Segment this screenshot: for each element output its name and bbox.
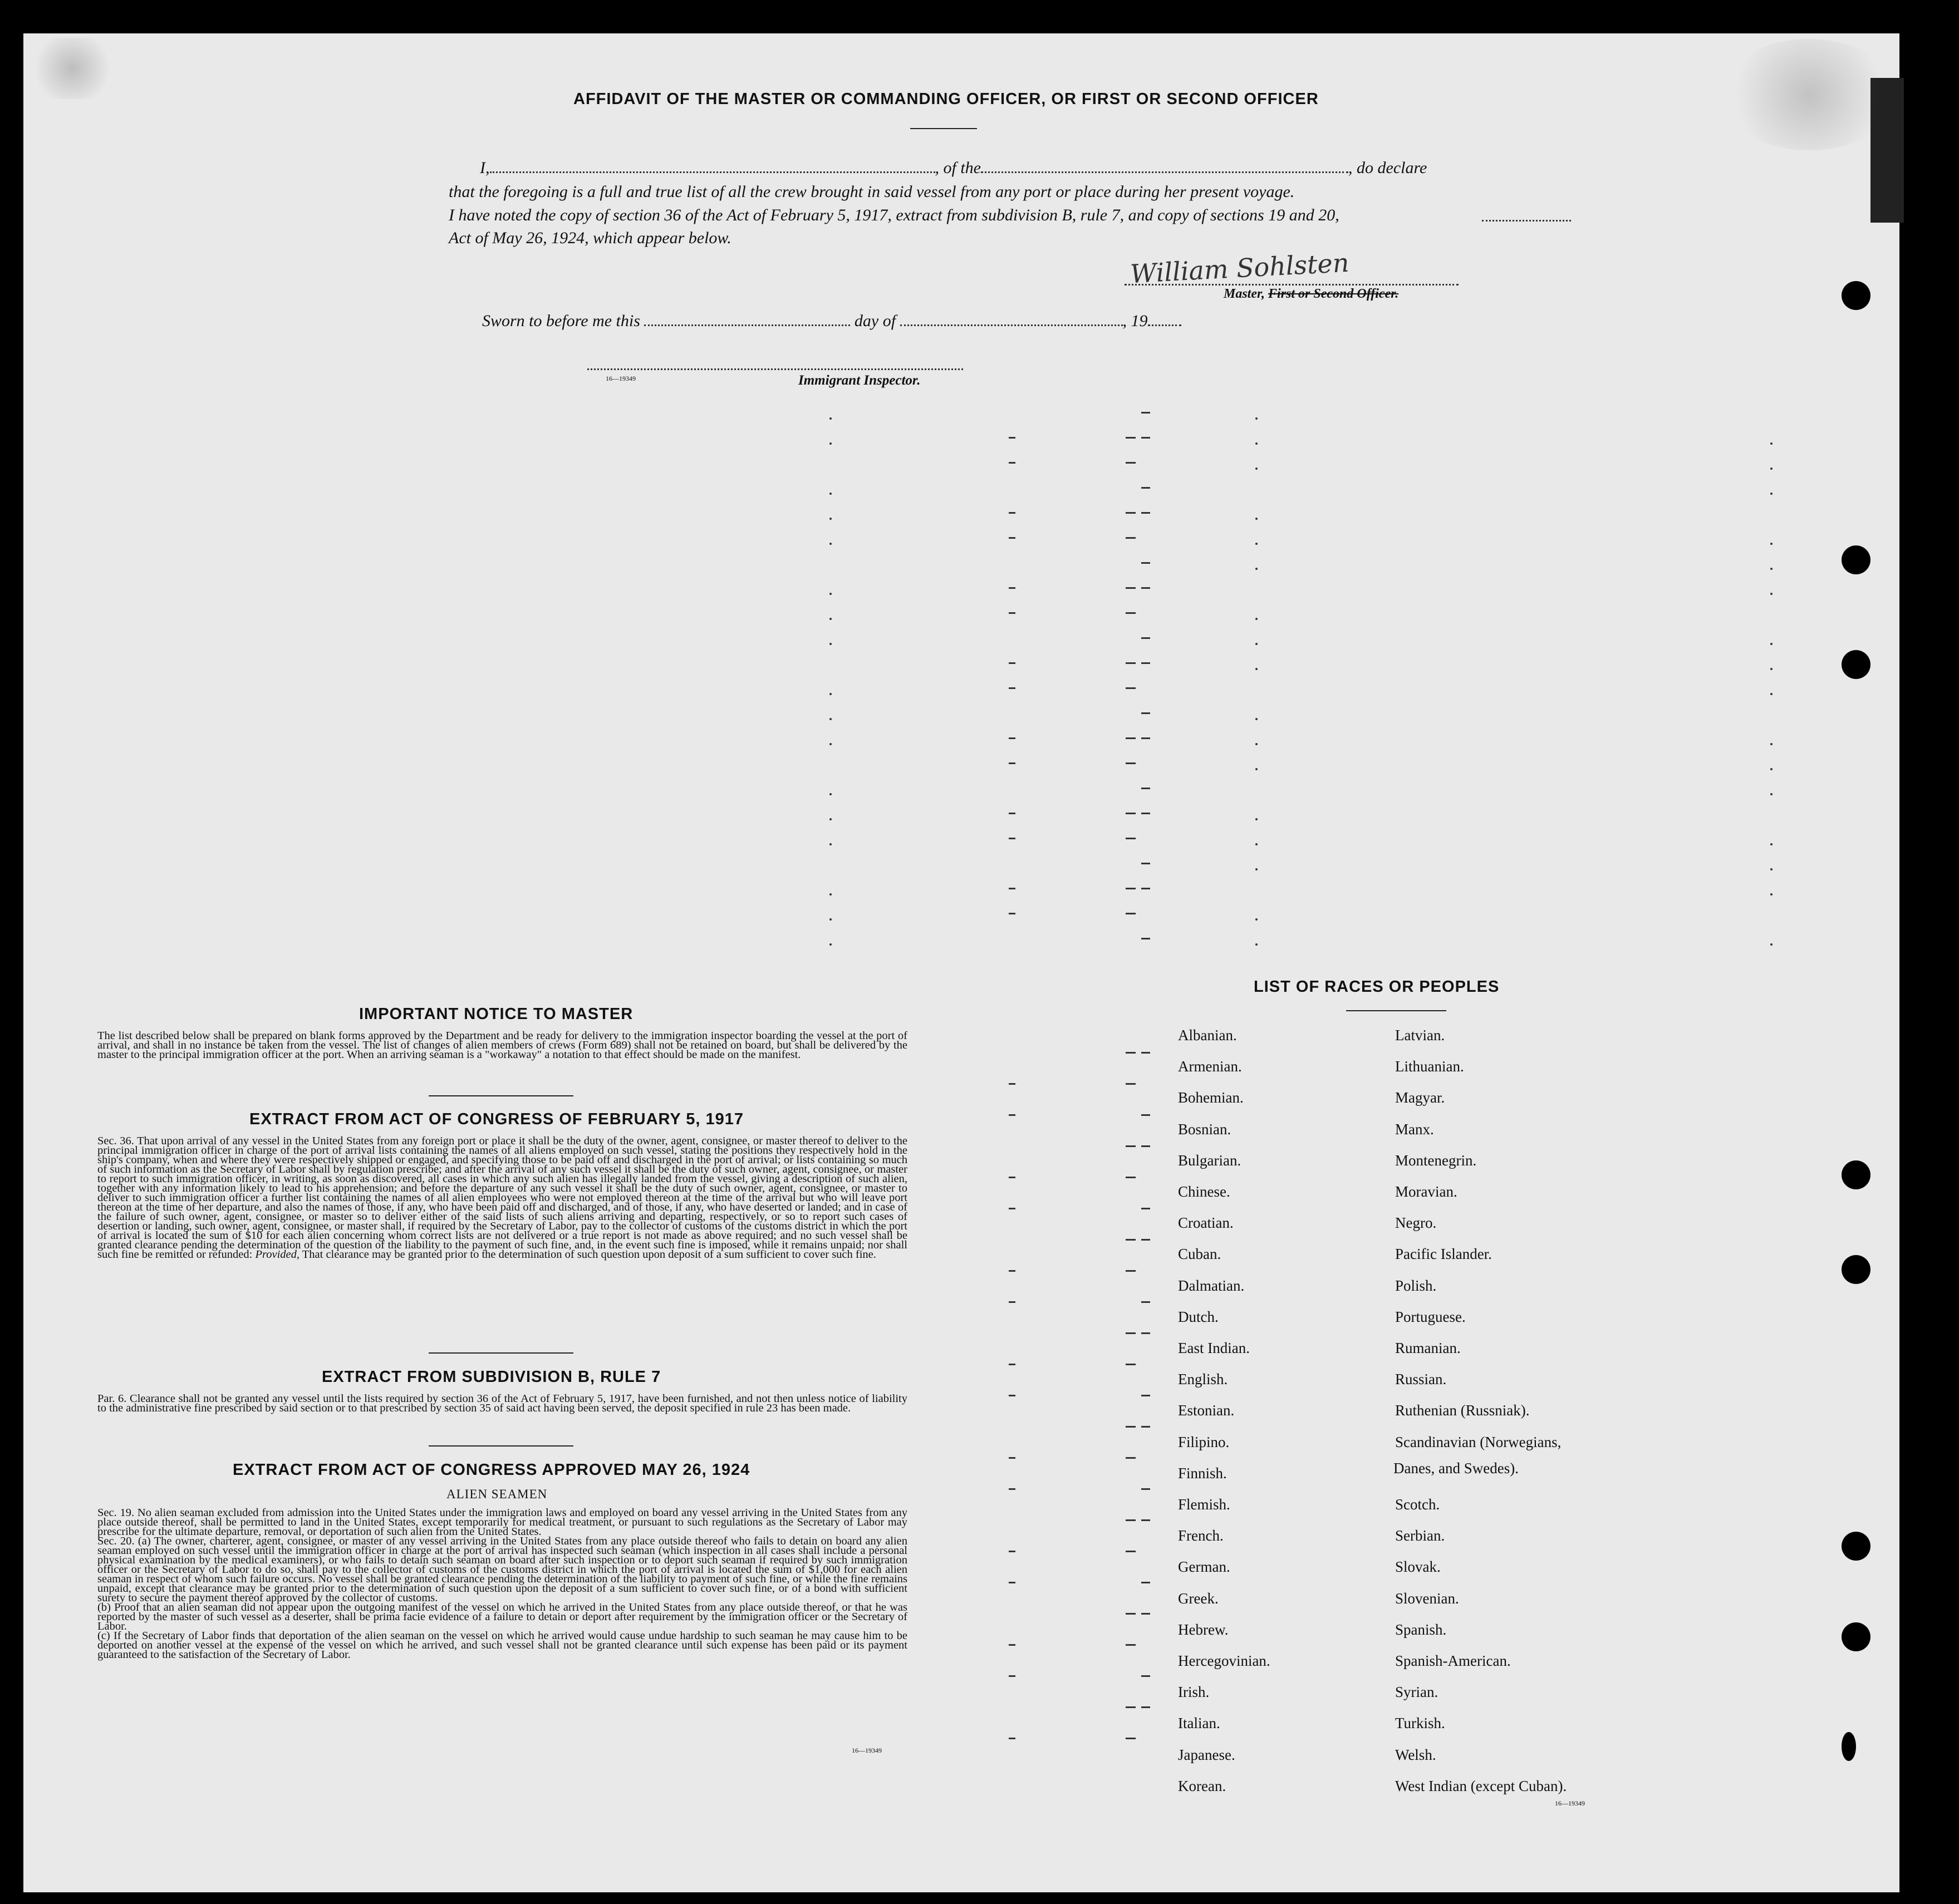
ledger-dash [1009, 1301, 1015, 1303]
race-item: Japanese. [1178, 1746, 1235, 1763]
punch-hole [1842, 1532, 1870, 1561]
race-item: Syrian. [1395, 1684, 1438, 1701]
ledger-dash [1141, 1519, 1150, 1521]
ledger-dash [1009, 687, 1015, 689]
ledger-dash [1009, 1208, 1015, 1209]
ledger-dash [1126, 1083, 1136, 1085]
race-item: French. [1178, 1527, 1224, 1544]
race-item: Welsh. [1395, 1746, 1436, 1763]
race-item: Irish. [1178, 1684, 1210, 1701]
ledger-dash [1141, 1488, 1150, 1490]
ledger-speck [1255, 743, 1258, 745]
ledger-dash [1141, 1208, 1150, 1209]
notice-title: IMPORTANT NOTICE TO MASTER [359, 1005, 634, 1023]
ledger-dash [1126, 1364, 1136, 1365]
ledger-dash [1009, 1395, 1015, 1396]
ledger-dash [1126, 1551, 1136, 1552]
race-item: Italian. [1178, 1715, 1220, 1732]
race-item: Turkish. [1395, 1715, 1445, 1732]
ledger-dash [1141, 863, 1150, 864]
ledger-dash [1141, 1613, 1150, 1615]
ledger-speck [1255, 668, 1258, 670]
ledger-dash [1141, 412, 1150, 414]
punch-hole [1842, 281, 1870, 310]
ledger-speck [829, 543, 832, 545]
ledger-speck [1770, 693, 1773, 695]
title-underline [910, 128, 977, 129]
ledger-speck [1255, 518, 1258, 520]
ledger-dash [1141, 512, 1150, 514]
notice-text: The list described below shall be prepared on blank forms approved by the Department and be ready for delivery to the immigration inspector boarding the vessel at the port of arrival, and shall in no instance be taken from the vessel. The list of changes of alien members of crews (Form 689) shall not be retained on board, but shall be delivered by the master to the principal immigration officer at the port. When an arriving seaman is a "workaway" a notation to that effect should be made on the manifest. [97, 1030, 907, 1061]
ledger-dash [1126, 913, 1136, 914]
ledger-speck [829, 493, 832, 495]
races-divider [1346, 1010, 1446, 1011]
race-item: Spanish. [1395, 1621, 1447, 1638]
ledger-speck [829, 618, 832, 620]
ledger-dash [1126, 1145, 1136, 1147]
race-item: Hercegovinian. [1178, 1652, 1270, 1669]
ledger-speck [829, 518, 832, 520]
ledger-speck [1255, 442, 1258, 445]
ledger-speck [829, 643, 832, 645]
race-item: Portuguese. [1395, 1308, 1466, 1325]
ledger-speck [829, 417, 832, 420]
extract-1924-text [97, 1508, 907, 1660]
ledger-dash [1126, 1519, 1136, 1521]
ledger-dash [1126, 587, 1136, 589]
ledger-dash [1141, 813, 1150, 814]
ledger-speck [1770, 442, 1773, 445]
extract-rule7-title: EXTRACT FROM SUBDIVISION B, RULE 7 [322, 1368, 661, 1386]
signature-line [1125, 284, 1459, 286]
race-item: Armenian. [1178, 1058, 1242, 1075]
punch-hole [1842, 650, 1870, 679]
ledger-dash [1126, 762, 1136, 764]
race-item: Manx. [1395, 1120, 1434, 1138]
corner-smudge [28, 38, 117, 99]
ledger-dash [1141, 938, 1150, 939]
ledger-speck [829, 843, 832, 845]
ledger-dash [1126, 687, 1136, 689]
extract-1924-title: EXTRACT FROM ACT OF CONGRESS APPROVED MAY 26, 1924 [233, 1461, 750, 1479]
alien-seamen-subtitle: ALIEN SEAMEN [446, 1487, 548, 1501]
sworn-date-blank[interactable] [644, 324, 850, 326]
inspector-label: Immigrant Inspector. [798, 373, 921, 388]
affidavit-title: AFFIDAVIT OF THE MASTER OR COMMANDING OFFICER, OR FIRST OR SECOND OFFICER [573, 90, 1319, 108]
affidavit-line-3: I have noted the copy of section 36 of the Act of February 5, 1917, extract from subdivision B, rule 7, and copy of sections 19 and 20, [449, 206, 1339, 224]
affidavit-form-number: 16—19349 [606, 375, 636, 382]
race-item: Montenegrin. [1395, 1152, 1477, 1169]
master-signature: William Sohlsten [1129, 247, 1350, 289]
race-item: Ruthenian (Russniak). [1395, 1402, 1530, 1419]
race-item: West Indian (except Cuban). [1395, 1777, 1567, 1794]
race-item: Latvian. [1395, 1027, 1445, 1044]
ledger-dash [1009, 1738, 1015, 1739]
races-title: LIST OF RACES OR PEOPLES [1254, 978, 1500, 996]
sworn-month-blank[interactable] [900, 324, 1123, 326]
race-item: Rumanian. [1395, 1340, 1461, 1356]
signature-caption: Master, First or Second Officer. [1224, 287, 1399, 301]
ledger-dash [1126, 662, 1136, 664]
race-item: Bohemian. [1178, 1089, 1244, 1106]
ledger-speck [829, 818, 832, 820]
ledger-speck [1255, 417, 1258, 420]
punch-hole [1842, 1160, 1870, 1189]
race-item: Estonian. [1178, 1402, 1235, 1419]
ledger-speck [829, 442, 832, 445]
ledger-dash [1141, 1395, 1150, 1396]
race-item: Bosnian. [1178, 1120, 1231, 1138]
ledger-dash [1141, 1239, 1150, 1241]
ledger-dash [1009, 813, 1015, 814]
race-item: Dutch. [1178, 1308, 1219, 1325]
ledger-speck [1255, 543, 1258, 545]
affidavit-line-1: I, , of the , do declare [480, 159, 1427, 177]
ledger-speck [1255, 768, 1258, 770]
ledger-speck [1770, 843, 1773, 845]
punch-hole [1842, 1622, 1870, 1651]
ledger-speck [1770, 668, 1773, 670]
ledger-dash [1009, 612, 1015, 614]
race-item: Hebrew. [1178, 1621, 1229, 1638]
ledger-dash [1126, 1177, 1136, 1178]
ledger-dash [1141, 487, 1150, 489]
extract-form-number: 16—19349 [852, 1746, 882, 1754]
extract-1917-text: Sec. 36. That upon arrival of any vessel in the United States from any foreign port or place it shall be the duty of the owner, agent, consignee, or master thereof to deliver to the principal immigration officer in charge of the port of arrival lists containing the names of all aliens employed on such vessel, stating the positions they respectively hold in the ship's company, when and where they were respectively shipped or engaged, and specifying those to be paid off and discharged in the port of arrival; or lists containing so much of such information as the Secretary of Labor shall by regulation prescribe; and after the arrival of any such vessel it shall be the duty of such owner, agent, consignee, or master to report to such immigration officer, in writing, as soon as discovered, all cases in which any such alien has illegally landed from the vessel, giving a description of such alien, together with any information likely to lead to his apprehension; and before the departure of any such vessel it shall be the duty of such owner, agent, consignee, or master to deliver to such immigration officer a further list containing the names of all alien employees who were not employed thereon at the time of the arrival but who will leave port thereon at the time of her departure, and also the names of those, if any, who have been paid off and discharged, and of those, if any, who have deserted or landed; and in case of the failure of such owner, agent, consignee, or master so to deliver either of the said lists of such aliens arriving and departing, respectively, or so to report such cases of desertion or landing, such owner, agent, consignee, or master shall, if required by the Secretary of Labor, pay to the collector of customs of the customs district in which the port of arrival is located the sum of $10 for each alien concerning whom correct lists are not delivered or a true report is not made as above required; and no such vessel shall be granted clearance pending the determination of the question of the liability to the payment of such fine, and, in the event such fine is imposed, while it remains unpaid; nor shall such fine be remitted or refunded: Provided, That clearance may be granted prior to the determination of such question upon deposit of a sum sufficient to cover such fine. [97, 1135, 907, 1261]
race-item: Russian. [1395, 1371, 1447, 1388]
ledger-dash [1126, 1706, 1136, 1708]
ledger-dash [1009, 662, 1015, 664]
ledger-dash [1126, 1270, 1136, 1272]
ledger-dash [1141, 737, 1150, 739]
race-item: Pacific Islander. [1395, 1246, 1492, 1263]
punch-hole [1842, 1732, 1856, 1761]
race-item: Finnish. [1178, 1464, 1227, 1482]
sec-19-text: Sec. 19. No alien seaman excluded from admission into the United States under the immigration laws and employed on board any vessel arriving in the United States from any place outside thereof, shall be permitted to land in the United States, except temporarily for medical treatment, or pursuant to such regulations as the Secretary of Labor may prescribe for the ultimate departure, removal, or deportation of such alien from the United States. [97, 1507, 907, 1538]
punch-hole [1842, 545, 1870, 574]
ledger-speck [1255, 643, 1258, 645]
ledger-speck [1255, 943, 1258, 946]
ledger-speck [1770, 493, 1773, 495]
race-item: Bulgarian. [1178, 1152, 1241, 1169]
race-item: Korean. [1178, 1777, 1226, 1794]
race-scandinavian-continuation: Danes, and Swedes). [1393, 1460, 1519, 1477]
ledger-dash [1009, 1270, 1015, 1272]
inspector-line [587, 368, 963, 370]
ledger-dash [1126, 1052, 1136, 1054]
ledger-dash [1009, 462, 1015, 464]
ledger-dash [1141, 1426, 1150, 1428]
ledger-dash [1141, 788, 1150, 789]
ledger-dash [1126, 437, 1136, 439]
race-item: German. [1178, 1558, 1230, 1576]
ledger-speck [829, 893, 832, 896]
ledger-speck [1255, 918, 1258, 921]
races-form-number: 16—19349 [1555, 1799, 1585, 1807]
ledger-speck [1770, 893, 1773, 896]
race-item: East Indian. [1178, 1340, 1250, 1356]
sec-20c-text: (c) If the Secretary of Labor finds that deportation of the alien seaman on the vessel on which he arrived would cause undue hardship to such seaman he may cause him to be deported on another vessel at the expense of the vessel on which he arrived, and such vessel shall not be granted clearance until such expense has been paid or its payment guaranteed to the satisfaction of the Secretary of Labor. [97, 1630, 907, 1661]
extract-rule7-divider [429, 1445, 573, 1447]
ledger-dash [1126, 512, 1136, 514]
ledger-dash [1126, 1457, 1136, 1459]
ledger-dash [1009, 1083, 1015, 1085]
ledger-dash [1009, 512, 1015, 514]
race-item: Greek. [1178, 1590, 1219, 1607]
ledger-speck [829, 793, 832, 795]
sworn-year-blank[interactable] [1148, 324, 1181, 326]
ledger-dash [1141, 562, 1150, 564]
race-item: Scotch. [1395, 1496, 1440, 1513]
ledger-dash [1141, 1675, 1150, 1677]
ledger-dash [1126, 537, 1136, 539]
stamp-mark [1720, 39, 1898, 150]
ledger-speck [1255, 718, 1258, 720]
ledger-dash [1141, 1145, 1150, 1147]
race-item: Moravian. [1395, 1183, 1457, 1200]
ledger-speck [829, 693, 832, 695]
ledger-dash [1009, 1551, 1015, 1552]
ledger-speck [829, 593, 832, 595]
race-item: Slovenian. [1395, 1590, 1459, 1607]
race-item: Serbian. [1395, 1527, 1445, 1544]
race-item: Chinese. [1178, 1183, 1230, 1200]
race-item: Filipino. [1178, 1433, 1230, 1450]
ledger-dash [1141, 437, 1150, 439]
name-blank[interactable] [490, 171, 935, 173]
ledger-dash [1126, 462, 1136, 464]
ledger-speck [829, 718, 832, 720]
ledger-dash [1126, 612, 1136, 614]
ledger-dash [1009, 1644, 1015, 1646]
ledger-dash [1141, 1301, 1150, 1303]
ledger-dash [1141, 712, 1150, 714]
ledger-dash [1126, 1239, 1136, 1241]
ledger-speck [1255, 868, 1258, 870]
ledger-dash [1126, 813, 1136, 814]
race-item: English. [1178, 1371, 1228, 1388]
ledger-dash [1009, 1457, 1015, 1459]
extract-1917-divider [429, 1352, 573, 1354]
ledger-dash [1009, 913, 1015, 914]
race-item: Croatian. [1178, 1214, 1234, 1232]
ledger-dash [1009, 737, 1015, 739]
ledger-dash [1009, 587, 1015, 589]
sworn-line: Sworn to before me this day of , 19 [482, 312, 1181, 331]
affidavit-line-4: Act of May 26, 1924, which appear below. [449, 229, 731, 247]
ledger-speck [1770, 543, 1773, 545]
ledger-dash [1141, 888, 1150, 889]
ledger-dash [1141, 1582, 1150, 1583]
ledger-speck [1770, 768, 1773, 770]
race-item: Dalmatian. [1178, 1277, 1245, 1294]
punch-hole [1842, 1255, 1870, 1284]
ledger-dash [1126, 1332, 1136, 1334]
trailing-blank [1482, 220, 1571, 222]
notice-divider [429, 1095, 573, 1096]
ledger-dash [1126, 737, 1136, 739]
ledger-dash [1141, 1052, 1150, 1054]
ledger-dash [1009, 1364, 1015, 1365]
race-item: Spanish-American. [1395, 1652, 1511, 1669]
sec-20b-text: (b) Proof that an alien seaman did not appear upon the outgoing manifest of the vessel on which he arrived in the United States from any place outside thereof, or that he was reported by the master of such vessel as a deserter, shall be prima facie evidence of a failure to detain or deport after requirement by the immigration officer or the Secretary of Labor. [97, 1601, 907, 1632]
ledger-speck [829, 743, 832, 745]
ledger-dash [1009, 1582, 1015, 1583]
race-item: Albanian. [1178, 1027, 1237, 1044]
ledger-speck [1770, 868, 1773, 870]
ledger-dash [1126, 1426, 1136, 1428]
ledger-speck [829, 918, 832, 921]
ledger-dash [1009, 1114, 1015, 1116]
ledger-speck [1770, 943, 1773, 946]
extract-1917-title: EXTRACT FROM ACT OF CONGRESS OF FEBRUARY 5, 1917 [249, 1110, 744, 1128]
ledger-dash [1126, 1738, 1136, 1739]
ledger-speck [1770, 568, 1773, 570]
ledger-speck [1255, 618, 1258, 620]
ledger-speck [829, 943, 832, 946]
ledger-speck [1255, 843, 1258, 845]
ledger-dash [1141, 1706, 1150, 1708]
ledger-speck [1770, 643, 1773, 645]
race-item: Lithuanian. [1395, 1058, 1464, 1075]
ledger-dash [1009, 537, 1015, 539]
affidavit-line-2: that the foregoing is a full and true list of all the crew brought in said vessel from any port or place during her present voyage. [449, 183, 1295, 201]
ledger-dash [1141, 1332, 1150, 1334]
ledger-dash [1126, 1613, 1136, 1615]
race-item: Polish. [1395, 1277, 1437, 1294]
ledger-dash [1141, 587, 1150, 589]
ledger-dash [1009, 437, 1015, 439]
ledger-speck [1770, 743, 1773, 745]
ledger-dash [1009, 762, 1015, 764]
sec-20a-text: Sec. 20. (a) The owner, charterer, agent, consignee, or master of any vessel arriving in the United States from any place outside thereof who fails to detain on board any alien seaman employed on such vessel until the immigration officer in charge at the port of arrival has inspected such seaman (which inspection in all cases shall include a personal physical examination by the medical examiners), or who fails to detain such seaman on board after such inspection or to deport such seaman if required by such immigration officer or the Secretary of Labor to do so, shall pay to the collector of customs of the customs district in which the port of arrival is located the sum of $1,000 for each alien seaman in respect of whom such failure occurs. No vessel shall be granted clearance pending the determination of the liability to payment of such fine, or while the fine remains unpaid, except that clearance may be granted prior to the determination of such question upon the deposit of a sum sufficient to cover such fine, or of a bond with sufficient surety to secure the payment thereof approved by the collector of customs. [97, 1535, 907, 1604]
ledger-dash [1126, 1644, 1136, 1646]
ledger-dash [1009, 1488, 1015, 1490]
race-item: Cuban. [1178, 1246, 1221, 1263]
ledger-speck [1255, 818, 1258, 820]
ledger-dash [1141, 637, 1150, 639]
race-item: Scandinavian (Norwegians, [1395, 1433, 1562, 1450]
ledger-dash [1126, 888, 1136, 889]
ledger-speck [1255, 568, 1258, 570]
race-item: Magyar. [1395, 1089, 1445, 1106]
extract-rule7-text: Par. 6. Clearance shall not be granted any vessel until the lists required by section 36 of the Act of February 5, 1917, have been furnished, and not then unless notice of liability to the administrative fine prescribed by said section or to that prescribed by section 35 of said act having been served, the deposit specified in rule 23 has been made. [97, 1393, 907, 1414]
race-item: Slovak. [1395, 1558, 1441, 1576]
ledger-dash [1009, 1675, 1015, 1677]
ledger-speck [1770, 468, 1773, 470]
ledger-dash [1009, 888, 1015, 889]
ledger-speck [1770, 593, 1773, 595]
ledger-speck [1770, 793, 1773, 795]
ledger-dash [1126, 838, 1136, 839]
race-item: Negro. [1395, 1214, 1437, 1232]
ledger-dash [1009, 838, 1015, 839]
ledger-dash [1009, 1177, 1015, 1178]
ledger-dash [1141, 1114, 1150, 1116]
ledger-speck [1255, 468, 1258, 470]
race-item: Flemish. [1178, 1496, 1230, 1513]
vessel-blank[interactable] [981, 171, 1348, 173]
ledger-dash [1141, 662, 1150, 664]
